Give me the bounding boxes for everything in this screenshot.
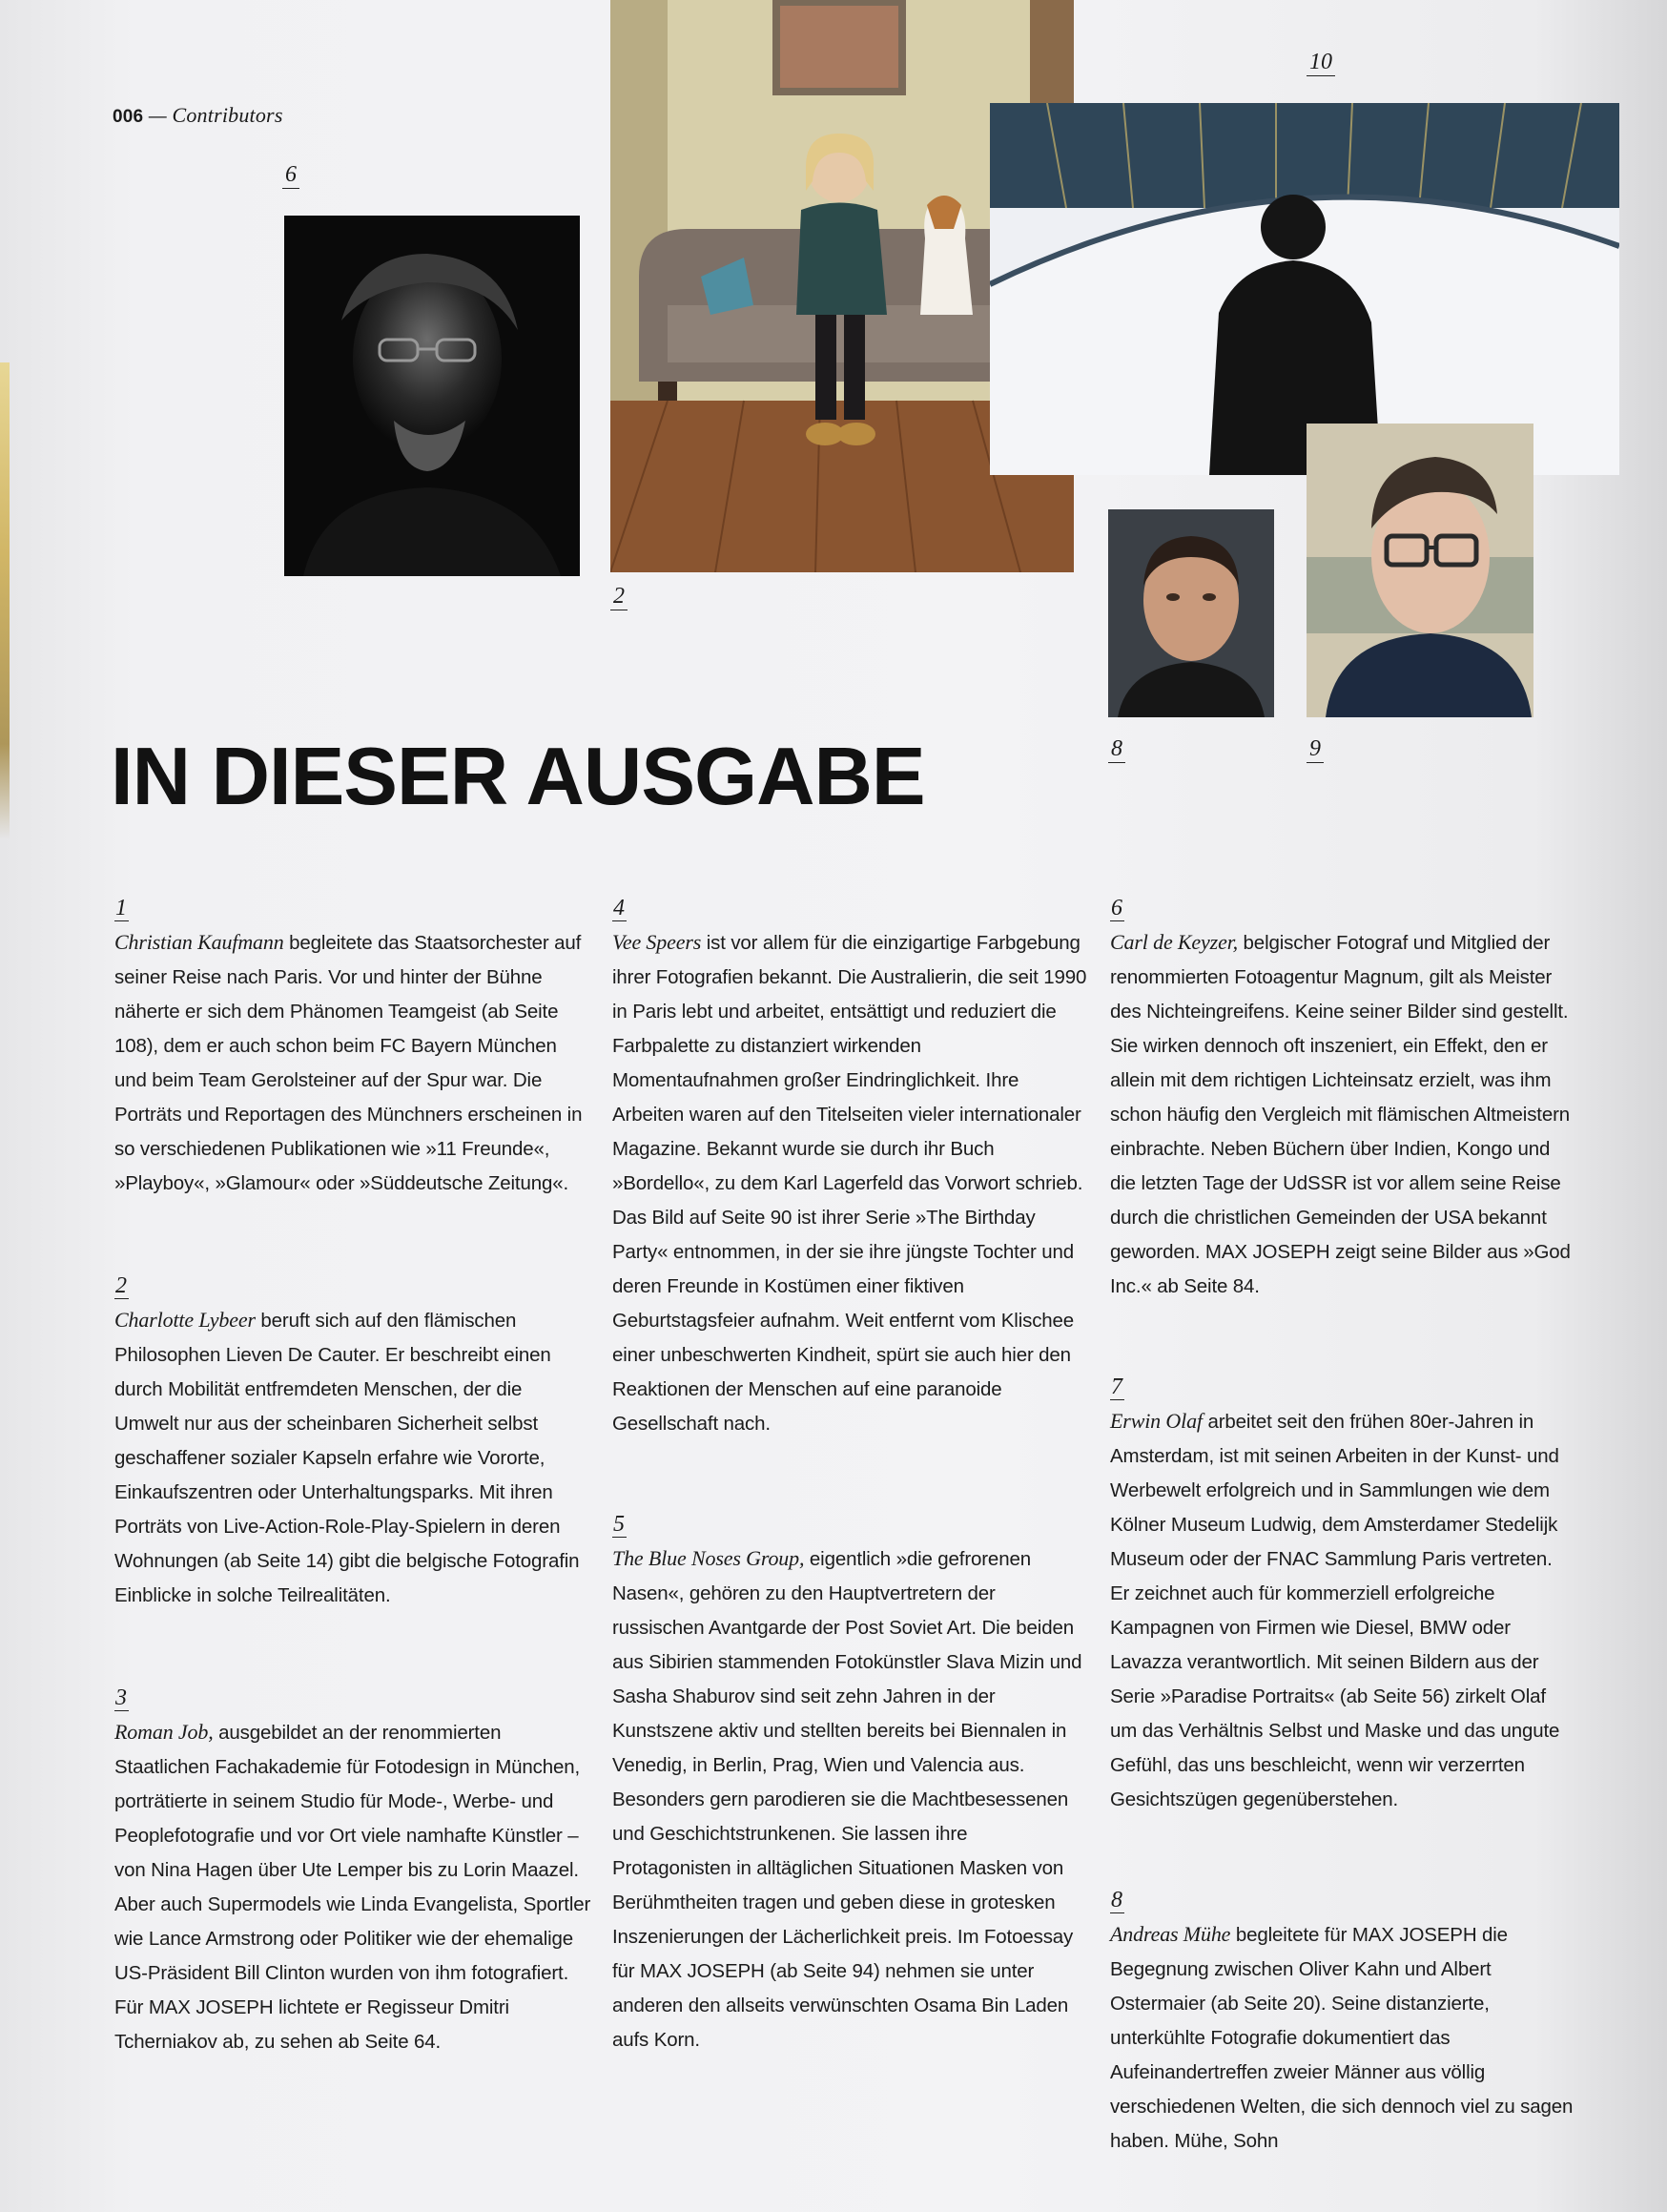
entry-number: 5: [613, 1512, 625, 1537]
contributor-name: The Blue Noses Group,: [612, 1546, 805, 1570]
entry-number: 8: [1111, 1888, 1122, 1912]
contributor-bio: ausgebildet an der renommierten Staatlichen Fachakademie für Fotodesign in München, porträtierte in seinem Studio für Mode-, Werbe- und Peoplefotografie und vor Ort viele namhafte Künstler – von Nina Hagen über Ute Lemper bis zu Lorin Maazel. Aber auch Supermodels wie Linda Evangelista, Sportler wie Lance Armstrong oder Politiker wie der ehemalige US-Präsident Bill Clinton wurden von ihm fotografiert. Für MAX JOSEPH lichtete er Regisseur Dmitri Tcherniakov ab, zu sehen ab Seite 64.: [114, 1722, 591, 2053]
contributor-entry-5: [612, 1513, 1089, 2057]
contributor-bio: arbeitet seit den frühen 80er-Jahren in Amsterdam, ist mit seinen Arbeiten in der Kunst- und Werbewelt erfolgreich und in Sammlungen wie dem Kölner Museum Ludwig, dem Amsterdamer Stedelijk Museum oder der FNAC Sammlung Paris vertreten. Er zeichnet auch für kommerziell erfolgreiche Kampagnen von Firmen wie Diesel, BMW oder Lavazza verantwortlich. Mit seinen Bildern aus der Serie »Paradise Portraits« (ab Seite 56) zirkelt Olaf um das Verhältnis Selbst und Maske und das ungute Gefühl, das uns beschleicht, wenn wir verzerrten Gesichtszügen gegenüberstehen.: [1110, 1411, 1560, 1810]
contributor-name: Charlotte Lybeer: [114, 1308, 256, 1332]
entry-text: [612, 1541, 1089, 2057]
entry-number: 7: [1111, 1375, 1122, 1399]
photo-portrait-bw-image: [284, 216, 580, 576]
contributor-name: Vee Speers: [612, 930, 702, 954]
contributor-name: Carl de Keyzer,: [1110, 930, 1239, 954]
photo-number-2: 2: [610, 584, 628, 610]
contributor-bio: begleitete für MAX JOSEPH die Begegnung zwischen Oliver Kahn und Albert Ostermaier (ab Seite 20). Seine distanzierte, unterkühlte Fotografie dokumentiert das Aufeinandertreffen zweier Männer aus völlig verschiedenen Welten, die sich dennoch viel zu sagen haben. Mühe, Sohn: [1110, 1924, 1574, 2152]
contributor-name: Andreas Mühe: [1110, 1922, 1231, 1946]
photo-number-8: 8: [1108, 736, 1125, 763]
photo-silhouette-photographer: [990, 103, 1619, 475]
contributor-name: Christian Kaufmann: [114, 930, 284, 954]
entry-number: 4: [613, 896, 625, 920]
page-title: IN DIESER AUSGABE: [111, 732, 925, 822]
entry-text: [1110, 925, 1575, 1304]
contributor-name: Erwin Olaf: [1110, 1409, 1203, 1433]
photo-number-6: 6: [282, 162, 299, 189]
contributor-entry-2: [114, 1274, 591, 1613]
photo-number-9: 9: [1307, 736, 1324, 763]
page-number: 006: [113, 107, 144, 127]
entry-number: 1: [115, 896, 127, 920]
entry-text: [114, 925, 591, 1201]
header-dash: —: [143, 107, 173, 127]
contributor-entry-3: [114, 1686, 591, 2059]
entry-number: 6: [1111, 896, 1122, 920]
photo-portrait-man-8: [1108, 509, 1274, 717]
contributor-name: Roman Job,: [114, 1720, 214, 1744]
photo-number-10: 10: [1307, 50, 1335, 76]
section-name: Contributors: [172, 103, 283, 127]
entry-number: 2: [115, 1273, 127, 1298]
page-header: [113, 103, 283, 128]
contributor-entry-1: [114, 897, 591, 1201]
contributor-bio: begleitete das Staatsorchester auf seiner Reise nach Paris. Vor und hinter der Bühne näherte er sich dem Phänomen Teamgeist (ab Seite 108), dem er auch schon beim FC Bayern München und beim Team Gerolsteiner auf der Spur war. Die Porträts und Reportagen des Münchners erscheinen in so verschiedenen Publikationen wie »11 Freunde«, »Playboy«, »Glamour« oder »Süddeutsche Zeitung«.: [114, 932, 583, 1194]
entry-text: [612, 925, 1089, 1441]
contributor-bio: ist vor allem für die einzigartige Farbgebung ihrer Fotografien bekannt. Die Australierin, die seit 1990 in Paris lebt und arbeitet, entsättigt und reduziert die Farbpalette zu distanziert wirkenden Momentaufnahmen großer Eindringlichkeit. Ihre Arbeiten waren auf den Titelseiten vieler internationaler Magazine. Bekannt wurde sie durch ihr Buch »Bordello«, zu dem Karl Lagerfeld das Vorwort schrieb. Das Bild auf Seite 90 ist ihrer Serie »The Birthday Party« entnommen, in der sie ihre jüngste Tochter und deren Freunde in Kostümen einer fiktiven Geburtstagsfeier aufnahm. Weit entfernt vom Klischee einer unbeschwerten Kindheit, spürt sie auch hier den Reaktionen der Menschen auf eine paranoide Gesellschaft nach.: [612, 932, 1087, 1435]
photo-silhouette-photographer-image: [990, 103, 1619, 475]
contributor-bio: beruft sich auf den flämischen Philosophen Lieven De Cauter. Er beschreibt einen durch Mobilität entfremdeten Menschen, der die Umwelt nur aus der scheinbaren Sicherheit selbst geschaffener sozialer Kapseln erfahre wie Vororte, Einkaufszentren oder Unterhaltungsparks. Mit ihren Porträts von Live-Action-Role-Play-Spielern in deren Wohnungen (ab Seite 14) gibt die belgische Fotografin Einblicke in solche Teilrealitäten.: [114, 1310, 580, 1606]
entry-text: [114, 1303, 591, 1613]
contributor-entry-6: [1110, 897, 1575, 1304]
entry-text: [114, 1715, 591, 2059]
entry-text: [1110, 1917, 1575, 2159]
entry-text: [1110, 1404, 1575, 1817]
adjacent-page-edge: [0, 362, 10, 839]
entry-number: 3: [115, 1685, 127, 1710]
photo-portrait-man-8-image: [1108, 509, 1274, 717]
photo-portrait-man-glasses-9: [1307, 424, 1533, 717]
photo-portrait-bw: [284, 216, 580, 576]
contributor-entry-7: [1110, 1375, 1575, 1817]
contributor-entry-4: [612, 897, 1089, 1441]
contributor-bio: belgischer Fotograf und Mitglied der renommierten Fotoagentur Magnum, gilt als Meister des Nichteingreifens. Keine seiner Bilder sind gestellt. Sie wirken dennoch oft inszeniert, ein Effekt, den er allein mit dem richtigen Lichteinsatz erzielt, was ihm schon häufig den Vergleich mit flämischen Altmeistern einbrachte. Neben Büchern über Indien, Kongo und die letzten Tage der UdSSR ist vor allem seine Reise durch die christlichen Gemeinden der USA bekannt geworden. MAX JOSEPH zeigt seine Bilder aus »God Inc.« ab Seite 84.: [1110, 932, 1571, 1297]
photo-portrait-man-glasses-9-image: [1307, 424, 1533, 717]
contributor-bio: eigentlich »die gefrorenen Nasen«, gehören zu den Hauptvertretern der russischen Avantgarde der Post Soviet Art. Die beiden aus Sibirien stammenden Fotokünstler Slava Mizin und Sasha Shaburov sind seit zehn Jahren in der Kunstszene aktiv und stellten bereits bei Biennalen in Venedig, in Berlin, Prag, Wien und Valencia aus. Besonders gern parodieren sie die Machtbesessenen und Geschichtstrunkenen. Sie lassen ihre Protagonisten in alltäglichen Situationen Masken von Berühmtheiten tragen und geben diese in grotesken Inszenierungen der Lächerlichkeit preis. Im Fotoessay für MAX JOSEPH (ab Seite 94) nehmen sie unter anderen den allseits verwünschten Osama Bin Laden aufs Korn.: [612, 1548, 1082, 2051]
contributor-entry-8: [1110, 1889, 1575, 2159]
